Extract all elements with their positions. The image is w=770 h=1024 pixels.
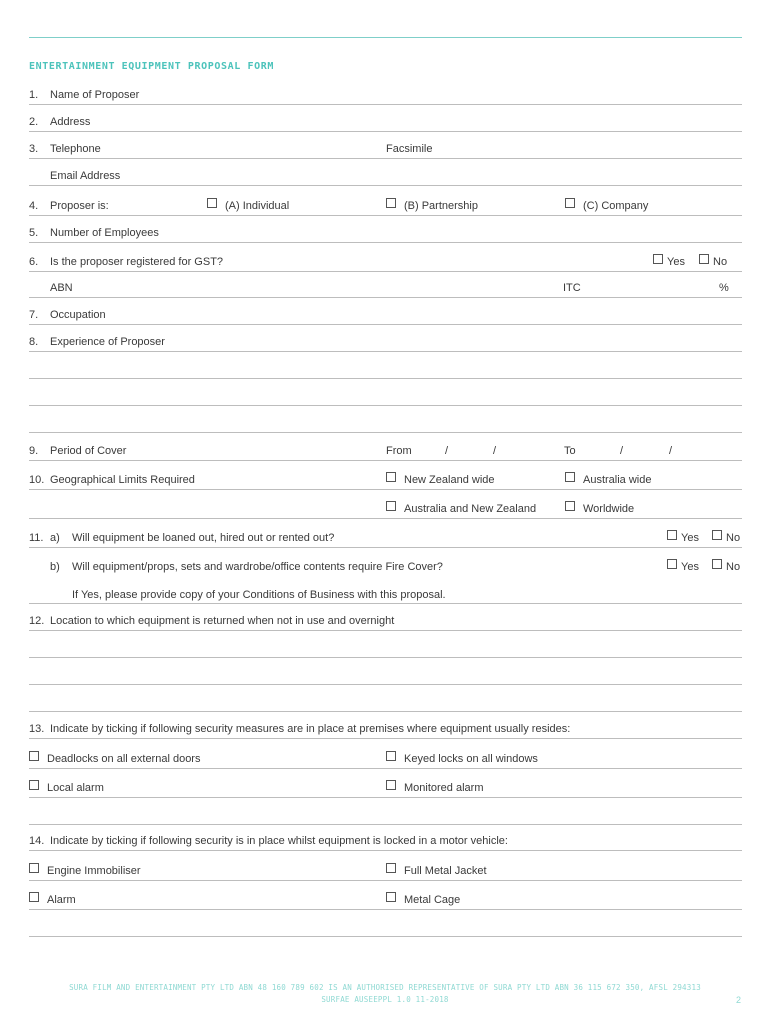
email-field-line[interactable] [29,185,742,186]
worldwide-label: Worldwide [583,503,635,515]
q5-number: 5. [29,227,39,239]
q10-number: 10. [29,474,45,486]
q8-label: Experience of Proposer [50,336,165,348]
q11a-label: Will equipment be loaned out, hired out or rented out? [72,532,335,544]
abn-label: ABN [50,282,73,294]
gst-no-checkbox[interactable] [699,254,709,264]
q6-label: Is the proposer registered for GST? [50,256,224,268]
q10-line-1 [29,489,742,490]
q2-label: Address [50,116,91,128]
gst-yes-checkbox[interactable] [653,254,663,264]
q14-extra-line[interactable] [29,936,742,937]
company-checkbox[interactable] [565,198,575,208]
q4-label: Proposer is: [50,200,109,212]
to-slash-2: / [669,445,673,457]
q13-extra-line[interactable] [29,824,742,825]
au-wide-label: Australia wide [583,474,652,486]
q11b-yes-label: Yes [681,561,699,573]
q14-row2-line [29,909,742,910]
nz-wide-checkbox[interactable] [386,472,396,482]
local-alarm-checkbox[interactable] [29,780,39,790]
q14-number: 14. [29,835,45,847]
deadlocks-checkbox[interactable] [29,751,39,761]
footer-doc-code: SURFAE AUSEEPPL 1.0 11-2018 [321,995,449,1004]
to-slash-1: / [620,445,624,457]
au-nz-label: Australia and New Zealand [404,503,537,515]
worldwide-checkbox[interactable] [565,501,575,511]
q12-field-line-2[interactable] [29,657,742,658]
q11b-letter: b) [50,561,60,573]
q10-label: Geographical Limits Required [50,474,195,486]
q8-field-line-2[interactable] [29,378,742,379]
q8-number: 8. [29,336,39,348]
q7-number: 7. [29,309,39,321]
q9-label: Period of Cover [50,445,127,457]
q14-row1-line [29,880,742,881]
full-metal-jacket-label: Full Metal Jacket [404,865,487,877]
q11b-yes-checkbox[interactable] [667,559,677,569]
from-slash-1: / [445,445,449,457]
q7-label: Occupation [50,309,106,321]
q4-line [29,215,742,216]
deadlocks-label: Deadlocks on all external doors [47,753,201,765]
partnership-checkbox[interactable] [386,198,396,208]
q6-line [29,271,742,272]
q3-label: Telephone [50,143,101,155]
q12-label: Location to which equipment is returned when not in use and overnight [50,615,395,627]
company-label: (C) Company [583,200,649,212]
q9-number: 9. [29,445,39,457]
to-label: To [564,445,576,457]
metal-cage-checkbox[interactable] [386,892,396,902]
from-slash-2: / [493,445,497,457]
q2-number: 2. [29,116,39,128]
q3-number: 3. [29,143,39,155]
monitored-alarm-label: Monitored alarm [404,782,484,794]
q11a-letter: a) [50,532,60,544]
q13-row1-line [29,768,742,769]
au-nz-checkbox[interactable] [386,501,396,511]
q9-field-line[interactable] [29,460,742,461]
q8-field-line-3[interactable] [29,405,742,406]
from-label: From [386,445,412,457]
q8-field-line-4[interactable] [29,432,742,433]
nz-wide-label: New Zealand wide [404,474,495,486]
q1-label: Name of Proposer [50,89,140,101]
q11a-no-label: No [726,532,741,544]
q8-field-line-1[interactable] [29,351,742,352]
q11b-label: Will equipment/props, sets and wardrobe/office contents require Fire Cover? [72,561,443,573]
q12-field-line-4[interactable] [29,711,742,712]
abn-field-line[interactable] [29,297,742,298]
q10-line-2 [29,518,742,519]
q6-number: 6. [29,256,39,268]
q11b-no-checkbox[interactable] [712,559,722,569]
q11a-line [29,547,742,548]
q11-number: 11. [29,532,44,544]
engine-immobiliser-checkbox[interactable] [29,863,39,873]
vehicle-alarm-label: Alarm [47,894,76,906]
full-metal-jacket-checkbox[interactable] [386,863,396,873]
footer-disclaimer: SURA FILM AND ENTERTAINMENT PTY LTD ABN 48 160 789 602 IS AN AUTHORISED REPRESENTATIVE OF SURA PTY LTD ABN 36 115 672 350, AFSL 294313 [69,983,701,992]
q5-label: Number of Employees [50,227,159,239]
q4-number: 4. [29,200,39,212]
q11a-no-checkbox[interactable] [712,530,722,540]
q14-label: Indicate by ticking if following security is in place whilst equipment is locked in a motor vehicle: [50,835,508,847]
top-accent-line [29,37,742,38]
metal-cage-label: Metal Cage [404,894,461,906]
itc-percent: % [719,282,729,294]
q11-note: If Yes, please provide copy of your Conditions of Business with this proposal. [72,589,446,601]
individual-label: (A) Individual [225,200,290,212]
local-alarm-label: Local alarm [47,782,104,794]
q7-field-line[interactable] [29,324,742,325]
q1-field-line[interactable] [29,104,742,105]
q5-field-line[interactable] [29,242,742,243]
q14-line [29,850,742,851]
gst-yes-label: Yes [667,256,685,268]
q12-field-line-3[interactable] [29,684,742,685]
email-label: Email Address [50,170,121,182]
q2-field-line[interactable] [29,131,742,132]
facsimile-label: Facsimile [386,143,433,155]
q11-note-line [29,603,742,604]
q13-row2-line [29,797,742,798]
page-number: 2 [735,995,741,1005]
partnership-label: (B) Partnership [404,200,478,212]
q12-field-line-1[interactable] [29,630,742,631]
vehicle-alarm-checkbox[interactable] [29,892,39,902]
keyed-locks-checkbox[interactable] [386,751,396,761]
q11b-no-label: No [726,561,741,573]
q13-line [29,738,742,739]
q1-number: 1. [29,89,39,101]
individual-checkbox[interactable] [207,198,217,208]
q11a-yes-label: Yes [681,532,699,544]
q13-label: Indicate by ticking if following security measures are in place at premises where equipment usually resides: [50,723,571,735]
itc-label: ITC [563,282,581,294]
q3-field-line[interactable] [29,158,742,159]
q11a-yes-checkbox[interactable] [667,530,677,540]
q12-number: 12. [29,615,45,627]
monitored-alarm-checkbox[interactable] [386,780,396,790]
keyed-locks-label: Keyed locks on all windows [404,753,538,765]
au-wide-checkbox[interactable] [565,472,575,482]
gst-no-label: No [713,256,728,268]
form-title: ENTERTAINMENT EQUIPMENT PROPOSAL FORM [29,61,274,72]
engine-immobiliser-label: Engine Immobiliser [47,865,141,877]
q13-number: 13. [29,723,45,735]
